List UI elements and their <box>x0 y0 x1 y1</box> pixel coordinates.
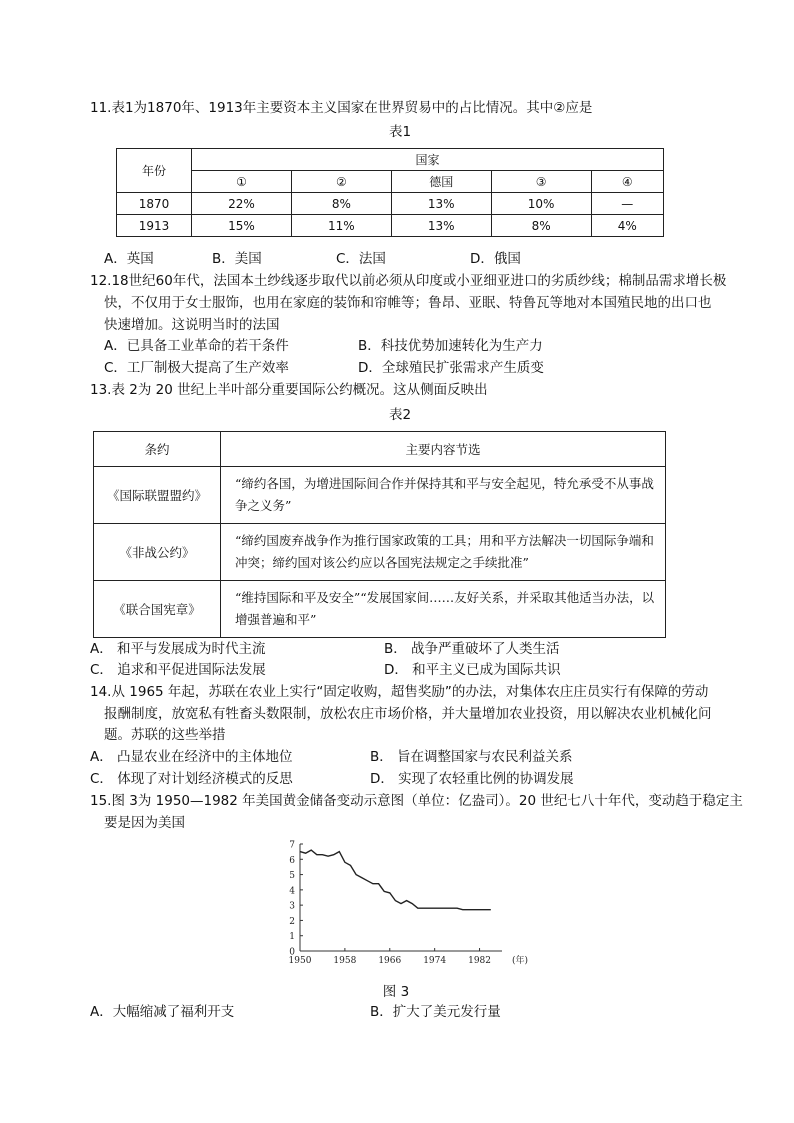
table1-year-header: 年份 <box>117 149 192 193</box>
table2-header-content: 主要内容节选 <box>221 432 666 467</box>
table-row <box>94 467 666 524</box>
figure3-caption: 图 3 <box>382 984 410 1000</box>
table1-cell: 11% <box>291 215 391 237</box>
q12-option-b[interactable]: B．科技优势加速转化为生产力 <box>358 338 543 354</box>
q14-option-c[interactable]: C． 体现了对计划经济模式的反思 <box>90 771 293 787</box>
y-tick-label: 1 <box>289 932 295 943</box>
q11-stem: 11.表1为1870年、1913年主要资本主义国家在世界贸易中的占比情况。其中②应是 <box>90 100 593 116</box>
y-tick-label: 2 <box>289 916 295 927</box>
table1 <box>116 148 664 237</box>
q13-option-a[interactable]: A． 和平与发展成为时代主流 <box>90 641 266 657</box>
table1-col: ④ <box>591 171 663 193</box>
q15-option-b[interactable]: B．扩大了美元发行量 <box>370 1004 501 1020</box>
table1-col: ③ <box>491 171 591 193</box>
q14-option-b[interactable]: B． 旨在调整国家与农民利益关系 <box>370 749 573 765</box>
q13-stem: 13.表 2为 20 世纪上半叶部分重要国际公约概况。这从侧面反映出 <box>90 382 488 398</box>
q12-stem-line: 快，不仅用于女士服饰，也用在家庭的装饰和帘帷等；鲁昂、亚眠、特鲁瓦等地对本国殖民地的出口也 <box>104 295 712 311</box>
table1-group-header: 国家 <box>192 149 664 171</box>
x-tick-label: 1950 <box>288 956 312 966</box>
y-tick-label: 3 <box>289 901 295 912</box>
q12-stem-line: 快速增加。这说明当时的法国 <box>104 317 280 333</box>
q13-option-b[interactable]: B． 战争严重破坏了人类生活 <box>384 641 560 657</box>
x-tick-label: 1966 <box>378 956 402 966</box>
q12-stem-line: 12.18世纪60年代，法国本土纱线逐步取代以前必须从印度或小亚细亚进口的劣质纱线；棉制品需求增长极 <box>90 273 727 289</box>
y-tick-label: 4 <box>289 886 295 897</box>
x-tick-label: 1958 <box>333 956 357 966</box>
q14-option-d[interactable]: D． 实现了农轻重比例的协调发展 <box>370 771 574 787</box>
x-tick-label: 1974 <box>423 956 447 966</box>
table1-cell: 4% <box>591 215 663 237</box>
table1-caption: 表1 <box>388 124 412 140</box>
q12-option-a[interactable]: A．已具备工业革命的若干条件 <box>104 338 289 354</box>
q14-stem-line: 14.从 1965 年起，苏联在农业上实行“固定收购，超售奖励”的办法，对集体农庄庄员实行有保障的劳动 <box>90 684 709 700</box>
q11-option-a[interactable]: A．英国 <box>104 251 154 267</box>
q11-option-b[interactable]: B．美国 <box>212 251 262 267</box>
table1-cell: 13% <box>391 193 491 215</box>
table1-cell: 13% <box>391 215 491 237</box>
table-row <box>94 581 666 638</box>
table2-content: “缔约各国，为增进国际间合作并保持其和平与安全起见，特允承受不从事战争之义务” <box>221 467 666 524</box>
table2-treaty: 《国际联盟盟约》 <box>94 467 221 524</box>
table1-cell: 22% <box>192 193 292 215</box>
q14-option-a[interactable]: A． 凸显农业在经济中的主体地位 <box>90 749 293 765</box>
series-line <box>300 850 491 910</box>
table2-content: “维持国际和平及安全”“发展国家间……友好关系，并采取其他适当办法，以增强普遍和平” <box>221 581 666 638</box>
table2-content: “缔约国废弃战争作为推行国家政策的工具；用和平方法解决一切国际争端和冲突；缔约国对该公约应以各国宪法规定之手续批准” <box>221 524 666 581</box>
y-tick-label: 6 <box>289 855 295 866</box>
table2-treaty: 《联合国宪章》 <box>94 581 221 638</box>
table1-col: ① <box>192 171 292 193</box>
q15-stem-line: 要是因为美国 <box>104 815 185 831</box>
table1-year: 1913 <box>117 215 192 237</box>
gold-reserve-chart <box>280 834 530 974</box>
x-tick-label: 1982 <box>468 956 492 966</box>
table1-cell: 10% <box>491 193 591 215</box>
table-row <box>94 524 666 581</box>
table-row <box>117 215 664 237</box>
q12-option-c[interactable]: C．工厂制极大提高了生产效率 <box>104 360 289 376</box>
q15-stem-line: 15.图 3为 1950—1982 年美国黄金储备变动示意图（单位：亿盎司）。20 世纪七八十年代，变动趋于稳定主 <box>90 793 743 809</box>
y-tick-label: 5 <box>289 871 295 882</box>
q13-option-c[interactable]: C． 追求和平促进国际法发展 <box>90 662 266 678</box>
table1-col: ② <box>291 171 391 193</box>
table2-treaty: 《非战公约》 <box>94 524 221 581</box>
x-axis-label: (年) <box>512 956 529 966</box>
q15-option-a[interactable]: A．大幅缩减了福利开支 <box>90 1004 235 1020</box>
table2-caption: 表2 <box>388 407 412 423</box>
table2-header-treaty: 条约 <box>94 432 221 467</box>
q11-option-c[interactable]: C．法国 <box>336 251 386 267</box>
table1-cell: 15% <box>192 215 292 237</box>
y-tick-label: 7 <box>289 840 295 851</box>
table1-cell: — <box>591 193 663 215</box>
q14-stem-line: 题。苏联的这些举措 <box>104 727 226 743</box>
q12-option-d[interactable]: D．全球殖民扩张需求产生质变 <box>358 360 544 376</box>
table1-col: 德国 <box>391 171 491 193</box>
q11-option-d[interactable]: D．俄国 <box>470 251 521 267</box>
y-tick-label: 0 <box>289 947 295 958</box>
table1-cell: 8% <box>491 215 591 237</box>
table1-year: 1870 <box>117 193 192 215</box>
table-row <box>117 193 664 215</box>
q14-stem-line: 报酬制度，放宽私有牲畜头数限制，放松农庄市场价格，并大量增加农业投资，用以解决农业机械化问 <box>104 706 712 722</box>
q13-option-d[interactable]: D． 和平主义已成为国际共识 <box>384 662 561 678</box>
table1-cell: 8% <box>291 193 391 215</box>
table2 <box>93 431 666 638</box>
